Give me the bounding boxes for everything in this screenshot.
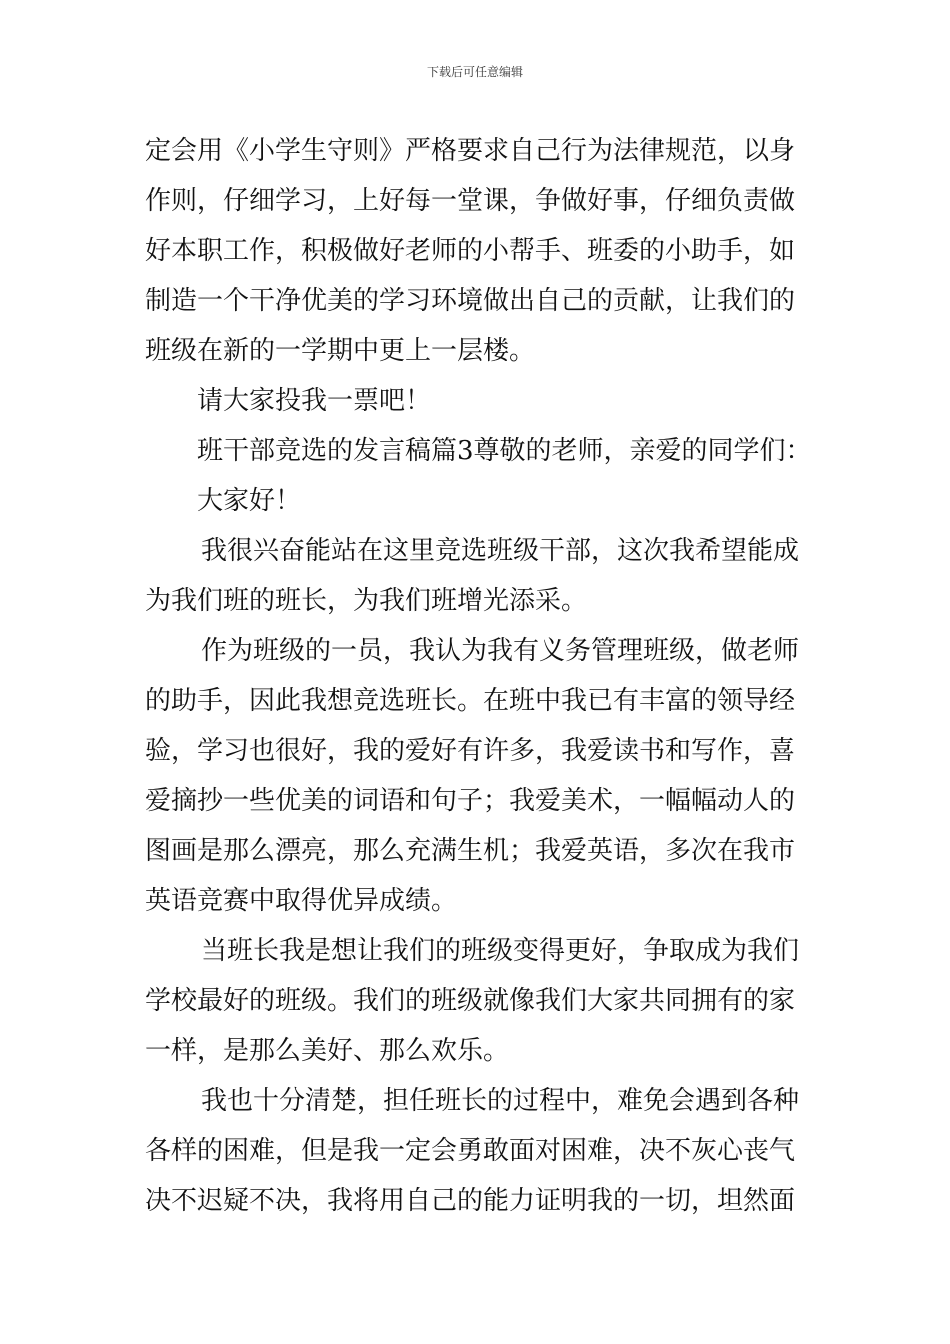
text-line: 图画是那么漂亮，那么充满生机；我爱英语，多次在我市 xyxy=(145,836,796,866)
page-header: 下载后可任意编辑 xyxy=(426,65,523,79)
text-line: 的助手，因此我想竞选班长。在班中我已有丰富的领导经 xyxy=(145,686,796,716)
text-line: 当班长我是想让我们的班级变得更好，争取成为我们 xyxy=(201,936,800,966)
text-line: 大家好！ xyxy=(197,486,302,516)
text-line: 验，学习也很好，我的爱好有许多，我爱读书和写作，喜 xyxy=(145,736,796,766)
text-line: 学校最好的班级。我们的班级就像我们大家共同拥有的家 xyxy=(145,986,796,1016)
text-line: 各样的困难，但是我一定会勇敢面对困难，决不灰心丧气 xyxy=(145,1136,796,1166)
document-body xyxy=(145,126,815,1226)
text-line: 班干部竞选的发言稿篇3尊敬的老师，亲爱的同学们： xyxy=(197,436,812,466)
text-line: 请大家投我一票吧！ xyxy=(197,386,432,416)
text-line: 爱摘抄一些优美的词语和句子；我爱美术，一幅幅动人的 xyxy=(145,786,796,816)
text-line: 我很兴奋能站在这里竞选班级干部，这次我希望能成 xyxy=(201,536,800,566)
text-line: 为我们班的班长，为我们班增光添采。 xyxy=(145,586,588,616)
text-line: 班级在新的一学期中更上一层楼。 xyxy=(145,336,536,366)
text-line: 好本职工作，积极做好老师的小帮手、班委的小助手，如 xyxy=(145,236,796,266)
text-line: 作为班级的一员，我认为我有义务管理班级，做老师 xyxy=(201,636,800,666)
text-line: 英语竞赛中取得优异成绩。 xyxy=(145,886,458,916)
text-line: 我也十分清楚，担任班长的过程中，难免会遇到各种 xyxy=(201,1086,800,1116)
text-line: 定会用《小学生守则》严格要求自己行为法律规范，以身 xyxy=(145,136,796,166)
text-line: 一样，是那么美好、那么欢乐。 xyxy=(145,1036,510,1066)
text-line: 决不迟疑不决，我将用自己的能力证明我的一切，坦然面 xyxy=(145,1186,796,1216)
text-line: 制造一个干净优美的学习环境做出自己的贡献，让我们的 xyxy=(145,286,796,316)
text-line: 作则，仔细学习，上好每一堂课，争做好事，仔细负责做 xyxy=(145,186,796,216)
